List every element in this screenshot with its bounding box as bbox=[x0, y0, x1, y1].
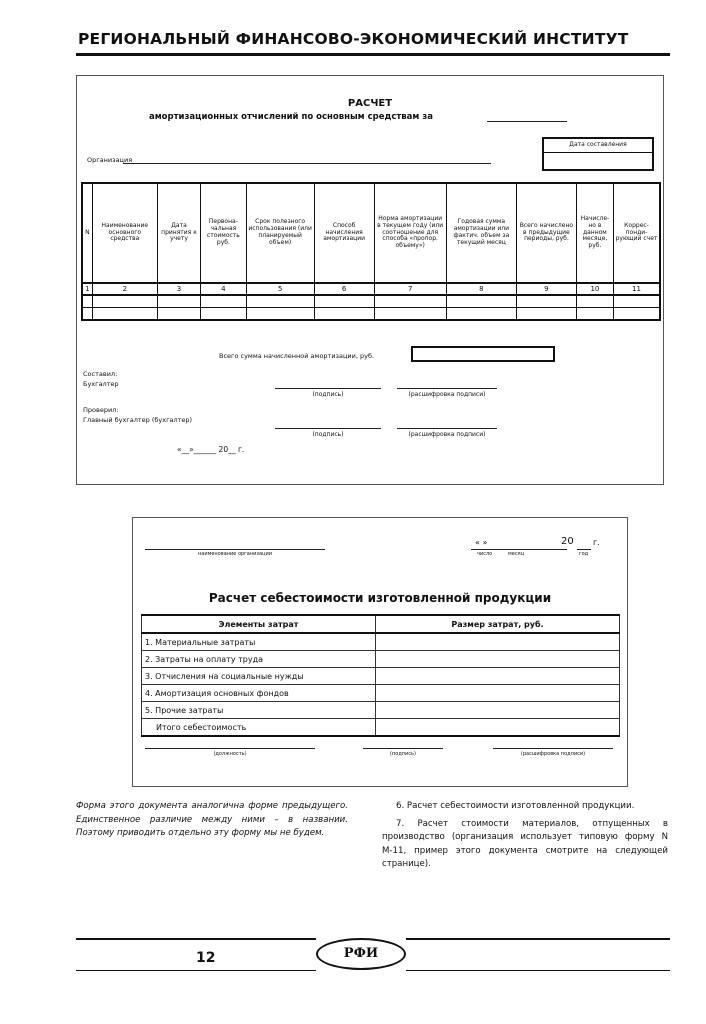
signature-caption: (подпись) bbox=[390, 751, 416, 757]
header-rule bbox=[76, 53, 670, 56]
col-header-useful-life: Срок полезного использования (или планируемый объем) bbox=[246, 183, 314, 283]
right-item-7: 7. Расчет стоимости материалов, отпущенных в производство (организация использует типовую форму N М-11, пример этого документа смотрите на следующей странице). bbox=[382, 818, 668, 869]
org-line bbox=[145, 549, 325, 550]
checked-label: Проверил: bbox=[83, 406, 119, 414]
form1-title: РАСЧЕТ bbox=[347, 98, 393, 109]
page-header-title: РЕГИОНАЛЬНЫЙ ФИНАНСОВО-ЭКОНОМИЧЕСКИЙ ИНСТИТУТ bbox=[78, 30, 629, 48]
position-line bbox=[145, 748, 315, 749]
chief-accountant-label: Главный бухгалтер (бухгалтер) bbox=[83, 416, 193, 424]
accountant-label: Бухгалтер bbox=[83, 380, 119, 388]
decode-line bbox=[493, 748, 613, 749]
date-line bbox=[471, 549, 567, 550]
year-line bbox=[577, 549, 591, 550]
form2-title: Расчет себестоимости изготовленной продукции bbox=[208, 591, 552, 605]
day-caption: число bbox=[477, 551, 493, 557]
page-number: 12 bbox=[196, 950, 216, 966]
period-line bbox=[487, 121, 567, 122]
total-label: Всего сумма начисленной амортизации, руб. bbox=[219, 352, 375, 360]
decode-caption: (расшифровка подписи) bbox=[520, 751, 586, 757]
col-number: 10 bbox=[576, 283, 613, 295]
footer-rule-right-bottom bbox=[406, 970, 670, 971]
decode-line bbox=[397, 388, 497, 389]
date-suffix: г. bbox=[593, 538, 600, 547]
logo: РФИ bbox=[316, 938, 406, 970]
decode-line bbox=[397, 428, 497, 429]
col-number: 3 bbox=[157, 283, 200, 295]
table-row bbox=[142, 702, 620, 719]
date-prefix: « » bbox=[475, 538, 488, 547]
org-label: Организация bbox=[87, 156, 133, 164]
signature-line bbox=[363, 748, 443, 749]
col-number: 2 bbox=[92, 283, 157, 295]
compiled-label: Составил: bbox=[83, 370, 118, 378]
table-row bbox=[142, 651, 620, 668]
table-row bbox=[82, 308, 660, 321]
cost-calculation-form bbox=[132, 517, 628, 787]
cost-element: 3. Отчисления на социальные нужды bbox=[142, 668, 376, 685]
col-number: 7 bbox=[374, 283, 446, 295]
cost-element: 5. Прочие затраты bbox=[142, 702, 376, 719]
cost-element: 2. Затраты на оплату труда bbox=[142, 651, 376, 668]
org-caption: наименование организации bbox=[197, 551, 273, 557]
col-header-previous-total: Всего начислено в предыдущие периоды, руб. bbox=[516, 183, 576, 283]
signature-caption: (подпись) bbox=[312, 431, 344, 438]
table-row bbox=[142, 719, 620, 737]
footer-rule-right-top bbox=[406, 938, 670, 940]
col-header-account: Коррес-понди-рующий счет bbox=[613, 183, 660, 283]
col-header-date: Дата принятия к учету bbox=[157, 183, 200, 283]
signature-caption: (подпись) bbox=[312, 391, 344, 398]
decode-caption: (расшифровка подписи) bbox=[408, 431, 486, 438]
col-header-n: N bbox=[82, 183, 92, 283]
col-number: 9 bbox=[516, 283, 576, 295]
cost-table bbox=[141, 614, 620, 737]
decode-caption: (расшифровка подписи) bbox=[408, 391, 486, 398]
right-paragraph bbox=[382, 800, 668, 872]
col-number: 6 bbox=[314, 283, 374, 295]
col-header-annual-sum: Годовая сумма амортизации или фактич. объем за текущий месяц bbox=[446, 183, 516, 283]
left-paragraph-text: Форма этого документа аналогична форме предыдущего. Единственное различие между ними – в названии. Поэтому приводить отдельно эту форму мы не будем. bbox=[76, 801, 348, 838]
year-caption: год bbox=[579, 551, 589, 557]
col-header-amount: Размер затрат, руб. bbox=[376, 615, 620, 633]
col-number: 5 bbox=[246, 283, 314, 295]
cost-total: Итого себестоимость bbox=[142, 719, 376, 737]
col-number: 1 bbox=[82, 283, 92, 295]
right-item-6: 6. Расчет себестоимости изготовленной продукции. bbox=[396, 801, 635, 811]
form1-date-line: «__»______ 20__ г. bbox=[177, 445, 245, 454]
col-number: 11 bbox=[613, 283, 660, 295]
col-header-initial-cost: Первона-чальная стоимость руб. bbox=[201, 183, 246, 283]
signature-line bbox=[275, 388, 381, 389]
col-number: 8 bbox=[446, 283, 516, 295]
signature-line bbox=[275, 428, 381, 429]
col-number: 4 bbox=[201, 283, 246, 295]
cost-element: 1. Материальные затраты bbox=[142, 633, 376, 651]
position-caption: (должность) bbox=[213, 751, 247, 757]
amortization-form bbox=[76, 75, 664, 485]
table-row bbox=[142, 668, 620, 685]
col-header-elements: Элементы затрат bbox=[142, 615, 376, 633]
col-header-method: Способ начисления амортизации bbox=[314, 183, 374, 283]
date-year: 20 bbox=[561, 536, 574, 547]
col-header-rate: Норма амортизации в текущем году (или соотношение для способа «пропор. объему») bbox=[374, 183, 446, 283]
footer-rule-left-bottom bbox=[76, 970, 316, 971]
form1-subtitle: амортизационных отчислений по основным средствам за bbox=[149, 112, 433, 122]
month-caption: месяц bbox=[508, 551, 525, 557]
table-row bbox=[142, 685, 620, 702]
footer-rule-left-top bbox=[76, 938, 316, 940]
col-header-this-month: Начисле-но в данном месяце, руб. bbox=[576, 183, 613, 283]
amortization-table bbox=[81, 182, 661, 321]
col-header-name: Наименование основного средства bbox=[92, 183, 157, 283]
date-label: Дата составления bbox=[544, 139, 652, 153]
total-box bbox=[411, 346, 555, 362]
left-paragraph bbox=[76, 800, 348, 841]
org-line bbox=[123, 163, 491, 164]
table-row bbox=[82, 295, 660, 308]
table-row bbox=[142, 633, 620, 651]
cost-element: 4. Амортизация основных фондов bbox=[142, 685, 376, 702]
date-box bbox=[542, 137, 654, 171]
